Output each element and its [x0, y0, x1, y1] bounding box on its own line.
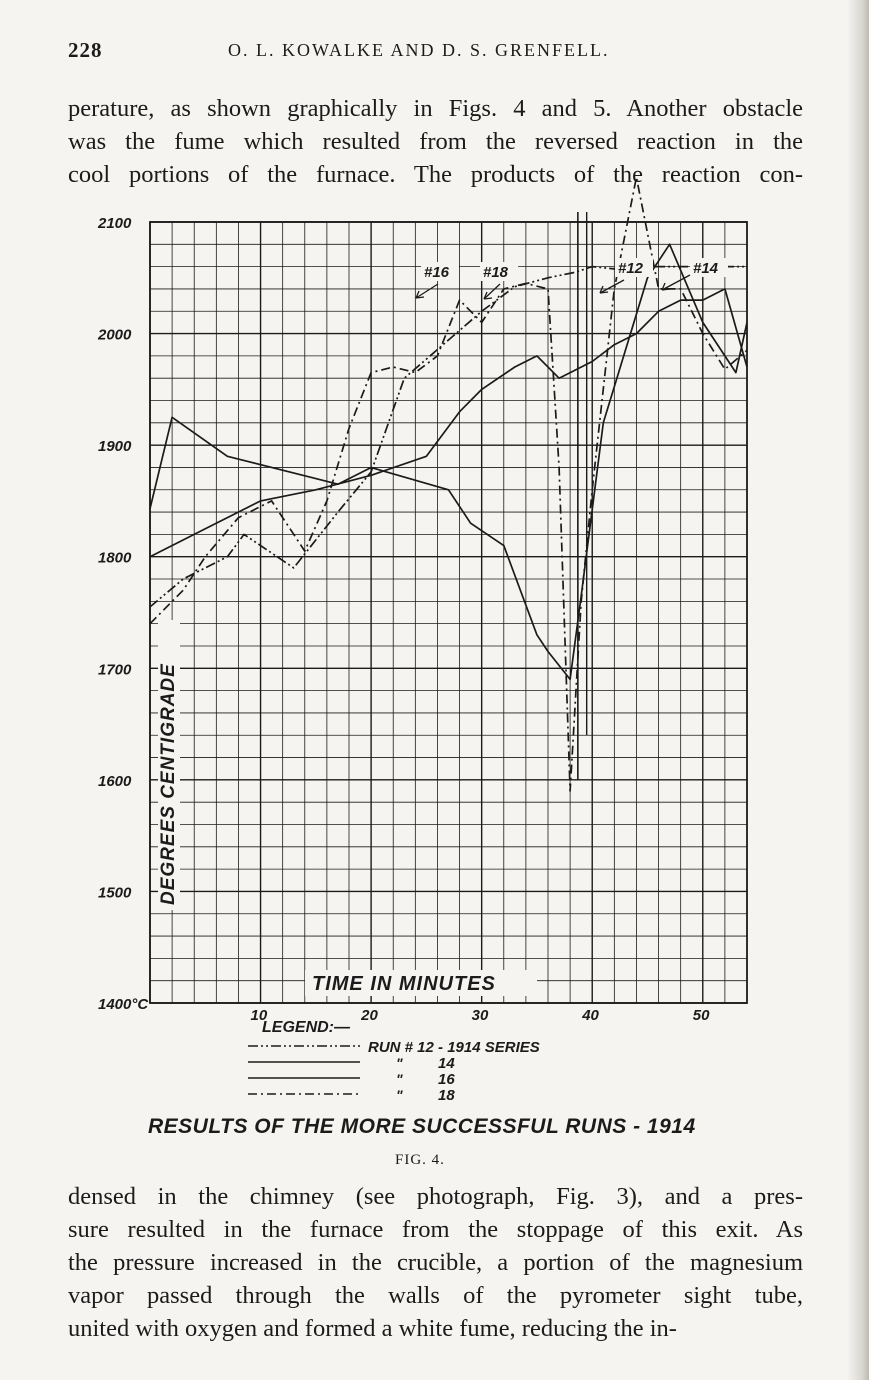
x-axis-label: TIME IN MINUTES	[312, 973, 496, 995]
x-tick-label: 10	[250, 1007, 268, 1024]
page-number: 228	[68, 38, 103, 62]
y-tick-labels	[97, 215, 149, 1013]
text-line: the pressure increased in the crucible, a portion of the magnesium	[68, 1249, 803, 1276]
header-authors: O. L. KOWALKE AND D. S. GRENFELL.	[228, 40, 610, 60]
legend-label: 14	[438, 1055, 455, 1072]
y-tick-label: 2100	[98, 215, 132, 232]
text-line: cool portions of the furnace. The products of the reaction con-	[68, 161, 803, 188]
y-tick-label: 1500	[98, 884, 132, 902]
y-axis-label: DEGREES CENTIGRADE	[158, 663, 179, 905]
text-line: was the fume which resulted from the reversed reaction in the	[68, 128, 803, 155]
legend-label: 16	[438, 1071, 455, 1088]
text-line: vapor passed through the walls of the pyrometer sight tube,	[68, 1282, 803, 1309]
x-tick-label: 50	[692, 1007, 710, 1024]
figure-title: RESULTS OF THE MORE SUCCESSFUL RUNS - 1914	[148, 1115, 696, 1138]
figure-caption: FIG. 4.	[395, 1152, 445, 1168]
text-line: sure resulted in the furnace from the stoppage of this exit. As	[68, 1216, 803, 1243]
text-line: united with oxygen and formed a white fume, reducing the in-	[68, 1315, 677, 1342]
text-line: perature, as shown graphically in Figs. 4 and 5. Another obstacle	[68, 95, 803, 122]
legend-ditto: "	[396, 1087, 403, 1103]
legend-ditto: "	[396, 1071, 403, 1087]
series-line-run-14	[150, 244, 747, 679]
annotation-label: #14	[693, 260, 719, 277]
body-paragraph-bottom	[68, 1180, 803, 1345]
series-line-run-12	[150, 267, 747, 607]
y-tick-label: 1400°C	[98, 996, 149, 1013]
legend-heading: LEGEND:—	[262, 1019, 350, 1036]
series-annotations	[416, 258, 728, 299]
annotation-arrow	[600, 280, 624, 293]
annotation-label: #18	[483, 264, 509, 281]
y-tick-label: 1700	[98, 661, 132, 679]
legend-label: RUN # 12 - 1914 SERIES	[368, 1039, 540, 1056]
y-tick-label: 2000	[98, 326, 132, 344]
legend-label: 18	[438, 1087, 455, 1104]
x-tick-label: 20	[361, 1007, 378, 1024]
annotation-arrow	[416, 284, 438, 298]
y-tick-label: 1800	[98, 549, 132, 567]
y-tick-label: 1600	[98, 772, 132, 790]
text-line: densed in the chimney (see photograph, Fig. 3), and a pres-	[68, 1183, 803, 1210]
legend-ditto: "	[396, 1055, 403, 1071]
annotation-label: #16	[424, 264, 450, 281]
annotation-arrow	[484, 284, 500, 299]
y-tick-label: 1900	[98, 438, 132, 456]
x-tick-label: 30	[471, 1007, 489, 1024]
x-tick-label: 40	[582, 1007, 599, 1024]
annotation-label: #12	[618, 260, 644, 277]
